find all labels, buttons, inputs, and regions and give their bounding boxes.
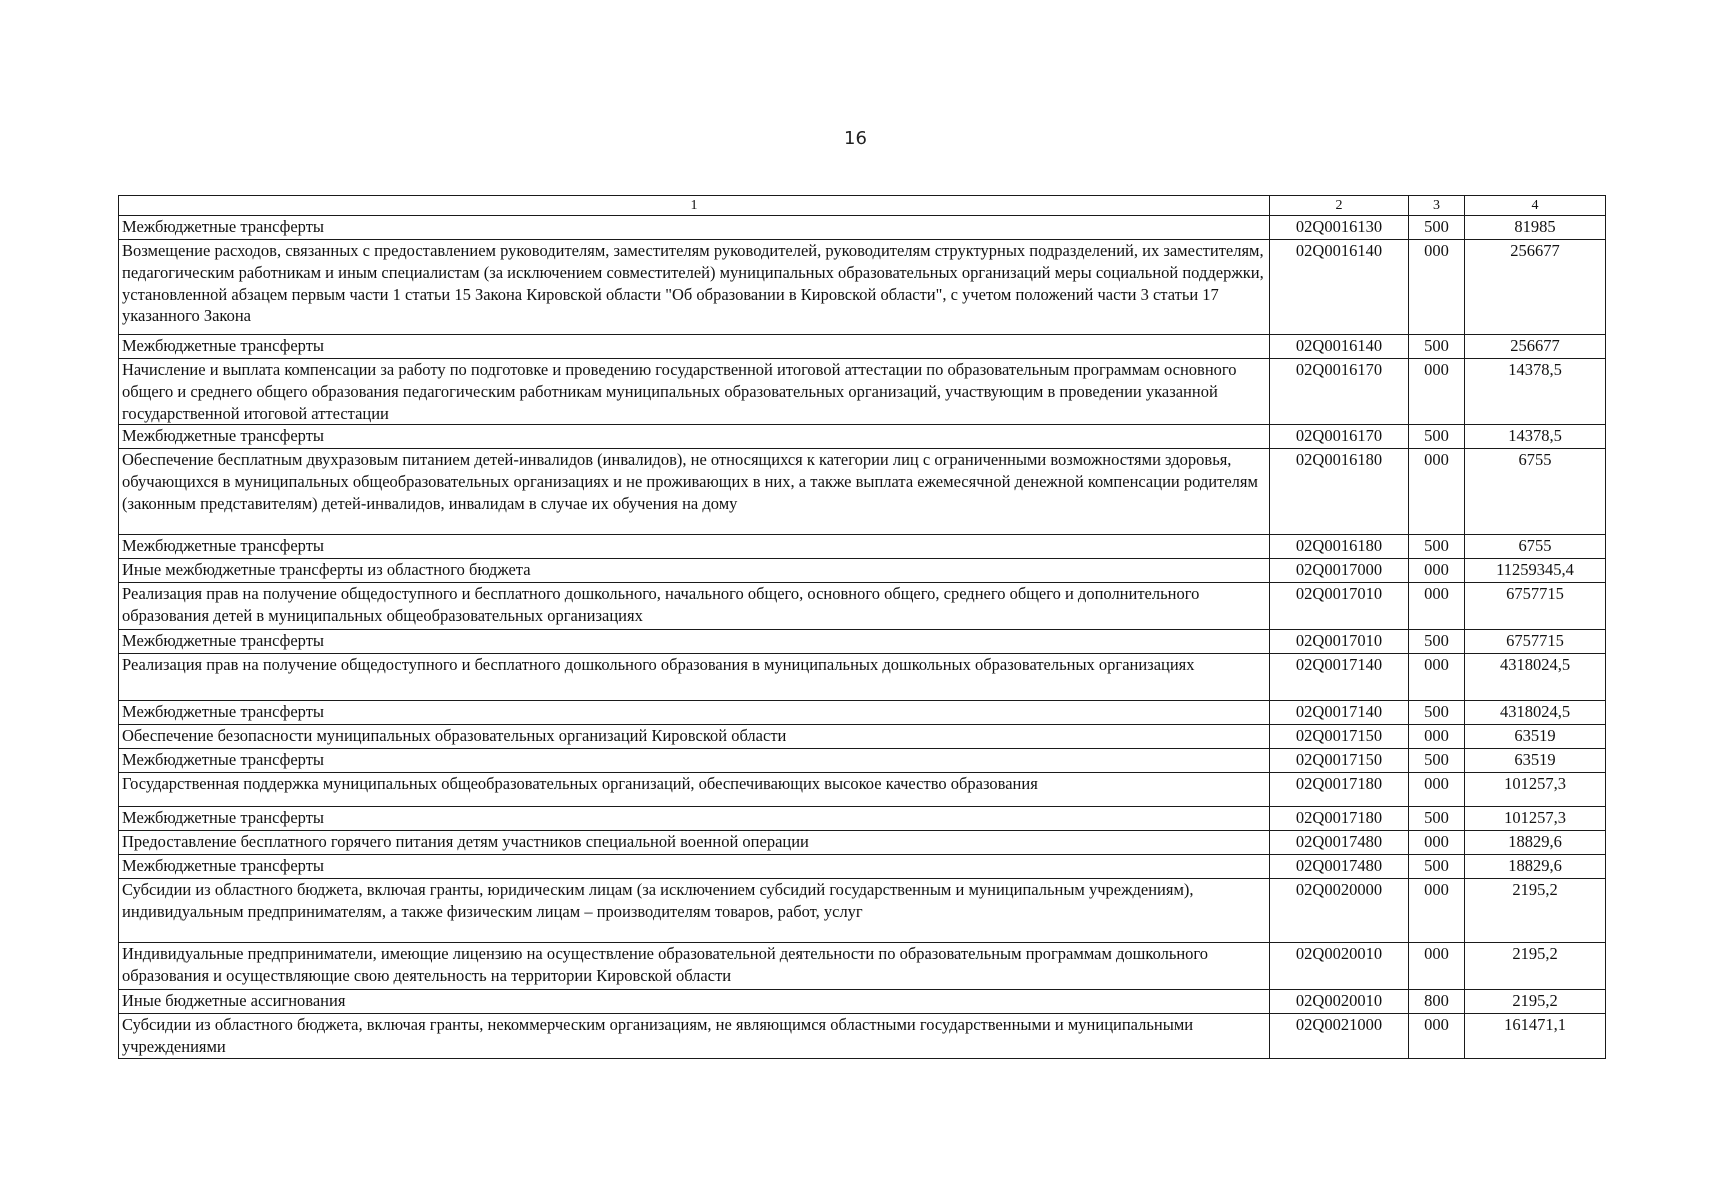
table-row	[119, 335, 1606, 359]
row-name-cell: Субсидии из областного бюджета, включая гранты, юридическим лицам (за исключением субсидий государственным и муниципальным учреждениям), индивидуальным предпринимателям, а также физическим лицам – производителям товаров, работ, услуг	[119, 879, 1270, 943]
row-amount-cell: 101257,3	[1465, 773, 1606, 807]
row-code-cell: 02Q0016170	[1270, 425, 1409, 449]
row-code-cell: 02Q0016130	[1270, 216, 1409, 240]
row-name-cell: Субсидии из областного бюджета, включая гранты, некоммерческим организациям, не являющимся областными государственными и муниципальными учреждениями	[119, 1014, 1270, 1059]
row-amount-cell: 161471,1	[1465, 1014, 1606, 1059]
row-kind-cell: 000	[1409, 725, 1465, 749]
row-amount-cell: 14378,5	[1465, 359, 1606, 425]
row-amount-cell: 63519	[1465, 725, 1606, 749]
table-row	[119, 990, 1606, 1014]
row-name-cell: Межбюджетные трансферты	[119, 630, 1270, 654]
row-kind-cell: 000	[1409, 773, 1465, 807]
column-header-name: 1	[119, 196, 1270, 216]
row-code-cell: 02Q0017140	[1270, 654, 1409, 701]
row-kind-cell: 000	[1409, 240, 1465, 335]
row-amount-cell: 2195,2	[1465, 990, 1606, 1014]
row-kind-cell: 500	[1409, 425, 1465, 449]
row-amount-cell: 18829,6	[1465, 855, 1606, 879]
row-code-cell: 02Q0017150	[1270, 725, 1409, 749]
row-code-cell: 02Q0017000	[1270, 559, 1409, 583]
row-name-cell: Индивидуальные предприниматели, имеющие лицензию на осуществление образовательной деятельности по образовательным программам дошкольного образования и осуществляющие свою деятельность на территории Кировской области	[119, 943, 1270, 990]
row-amount-cell: 18829,6	[1465, 831, 1606, 855]
column-header-amount: 4	[1465, 196, 1606, 216]
table-row	[119, 807, 1606, 831]
table-row	[119, 855, 1606, 879]
row-code-cell: 02Q0017140	[1270, 701, 1409, 725]
row-kind-cell: 500	[1409, 701, 1465, 725]
row-code-cell: 02Q0017480	[1270, 855, 1409, 879]
row-name-cell: Иные межбюджетные трансферты из областного бюджета	[119, 559, 1270, 583]
row-code-cell: 02Q0020000	[1270, 879, 1409, 943]
row-name-cell: Реализация прав на получение общедоступного и бесплатного дошкольного, начального общего, основного общего, среднего общего и дополнительного образования детей в муниципальных общеобразовательных организациях	[119, 583, 1270, 630]
row-code-cell: 02Q0016170	[1270, 359, 1409, 425]
row-kind-cell: 500	[1409, 630, 1465, 654]
row-kind-cell: 500	[1409, 335, 1465, 359]
table-row	[119, 630, 1606, 654]
table-row	[119, 1014, 1606, 1059]
row-amount-cell: 63519	[1465, 749, 1606, 773]
table-row	[119, 773, 1606, 807]
table-row	[119, 654, 1606, 701]
row-name-cell: Межбюджетные трансферты	[119, 855, 1270, 879]
table-row	[119, 559, 1606, 583]
table-row	[119, 583, 1606, 630]
column-header-kind: 3	[1409, 196, 1465, 216]
row-code-cell: 02Q0017010	[1270, 630, 1409, 654]
table-row	[119, 216, 1606, 240]
row-kind-cell: 800	[1409, 990, 1465, 1014]
row-name-cell: Межбюджетные трансферты	[119, 701, 1270, 725]
table-row	[119, 943, 1606, 990]
row-kind-cell: 000	[1409, 879, 1465, 943]
row-code-cell: 02Q0017010	[1270, 583, 1409, 630]
row-code-cell: 02Q0016180	[1270, 449, 1409, 535]
row-kind-cell: 500	[1409, 807, 1465, 831]
table-row	[119, 449, 1606, 535]
table-row	[119, 535, 1606, 559]
page-number: 16	[844, 128, 867, 149]
row-name-cell: Обеспечение безопасности муниципальных образовательных организаций Кировской области	[119, 725, 1270, 749]
table-row	[119, 701, 1606, 725]
row-code-cell: 02Q0017150	[1270, 749, 1409, 773]
row-kind-cell: 500	[1409, 855, 1465, 879]
row-amount-cell: 14378,5	[1465, 425, 1606, 449]
row-code-cell: 02Q0016140	[1270, 240, 1409, 335]
column-header-code: 2	[1270, 196, 1409, 216]
row-amount-cell: 6755	[1465, 535, 1606, 559]
table-body	[119, 216, 1606, 1059]
row-kind-cell: 500	[1409, 749, 1465, 773]
row-name-cell: Иные бюджетные ассигнования	[119, 990, 1270, 1014]
row-amount-cell: 11259345,4	[1465, 559, 1606, 583]
row-kind-cell: 000	[1409, 359, 1465, 425]
row-kind-cell: 000	[1409, 831, 1465, 855]
table-row	[119, 725, 1606, 749]
row-name-cell: Государственная поддержка муниципальных общеобразовательных организаций, обеспечивающих высокое качество образования	[119, 773, 1270, 807]
row-name-cell: Реализация прав на получение общедоступного и бесплатного дошкольного образования в муниципальных дошкольных образовательных организациях	[119, 654, 1270, 701]
row-name-cell: Обеспечение бесплатным двухразовым питанием детей-инвалидов (инвалидов), не относящихся к категории лиц с ограниченными возможностями здоровья, обучающихся в муниципальных общеобразовательных организациях и не проживающих в них, а также выплата ежемесячной денежной компенсации родителям (законным представителям) детей-инвалидов, инвалидам в случае их обучения на дому	[119, 449, 1270, 535]
row-name-cell: Межбюджетные трансферты	[119, 807, 1270, 831]
row-name-cell: Начисление и выплата компенсации за работу по подготовке и проведению государственной итоговой аттестации по образовательным программам основного общего и среднего общего образования педагогическим работникам муниципальных образовательных организаций, участвующим в проведении указанной государственной итоговой аттестации	[119, 359, 1270, 425]
row-code-cell: 02Q0017180	[1270, 773, 1409, 807]
row-name-cell: Межбюджетные трансферты	[119, 535, 1270, 559]
table-row	[119, 879, 1606, 943]
row-kind-cell: 000	[1409, 449, 1465, 535]
row-amount-cell: 2195,2	[1465, 943, 1606, 990]
row-kind-cell: 000	[1409, 1014, 1465, 1059]
row-code-cell: 02Q0016140	[1270, 335, 1409, 359]
header-row	[119, 196, 1606, 216]
row-name-cell: Межбюджетные трансферты	[119, 749, 1270, 773]
row-amount-cell: 6757715	[1465, 583, 1606, 630]
row-name-cell: Межбюджетные трансферты	[119, 335, 1270, 359]
row-amount-cell: 6755	[1465, 449, 1606, 535]
row-kind-cell: 000	[1409, 559, 1465, 583]
row-kind-cell: 500	[1409, 535, 1465, 559]
table-row	[119, 359, 1606, 425]
row-code-cell: 02Q0021000	[1270, 1014, 1409, 1059]
row-amount-cell: 81985	[1465, 216, 1606, 240]
table-row	[119, 425, 1606, 449]
row-kind-cell: 000	[1409, 583, 1465, 630]
row-code-cell: 02Q0017480	[1270, 831, 1409, 855]
row-name-cell: Возмещение расходов, связанных с предоставлением руководителям, заместителям руководителей, руководителям структурных подразделений, их заместителям, педагогическим работникам и иным специалистам (за исключением совместителей) муниципальных образовательных организаций меры социальной поддержки, установленной абзацем первым части 1 статьи 15 Закона Кировской области "Об образовании в Кировской области", с учетом положений части 3 статьи 17 указанного Закона	[119, 240, 1270, 335]
row-amount-cell: 4318024,5	[1465, 701, 1606, 725]
table-row	[119, 240, 1606, 335]
row-kind-cell: 000	[1409, 654, 1465, 701]
row-amount-cell: 2195,2	[1465, 879, 1606, 943]
row-kind-cell: 500	[1409, 216, 1465, 240]
row-amount-cell: 101257,3	[1465, 807, 1606, 831]
budget-table	[118, 195, 1606, 1059]
row-name-cell: Межбюджетные трансферты	[119, 216, 1270, 240]
row-name-cell: Предоставление бесплатного горячего питания детям участников специальной военной операции	[119, 831, 1270, 855]
row-amount-cell: 256677	[1465, 240, 1606, 335]
row-code-cell: 02Q0020010	[1270, 943, 1409, 990]
table-row	[119, 749, 1606, 773]
row-code-cell: 02Q0020010	[1270, 990, 1409, 1014]
row-kind-cell: 000	[1409, 943, 1465, 990]
row-amount-cell: 256677	[1465, 335, 1606, 359]
row-code-cell: 02Q0016180	[1270, 535, 1409, 559]
table-row	[119, 831, 1606, 855]
row-code-cell: 02Q0017180	[1270, 807, 1409, 831]
row-amount-cell: 6757715	[1465, 630, 1606, 654]
row-name-cell: Межбюджетные трансферты	[119, 425, 1270, 449]
row-amount-cell: 4318024,5	[1465, 654, 1606, 701]
